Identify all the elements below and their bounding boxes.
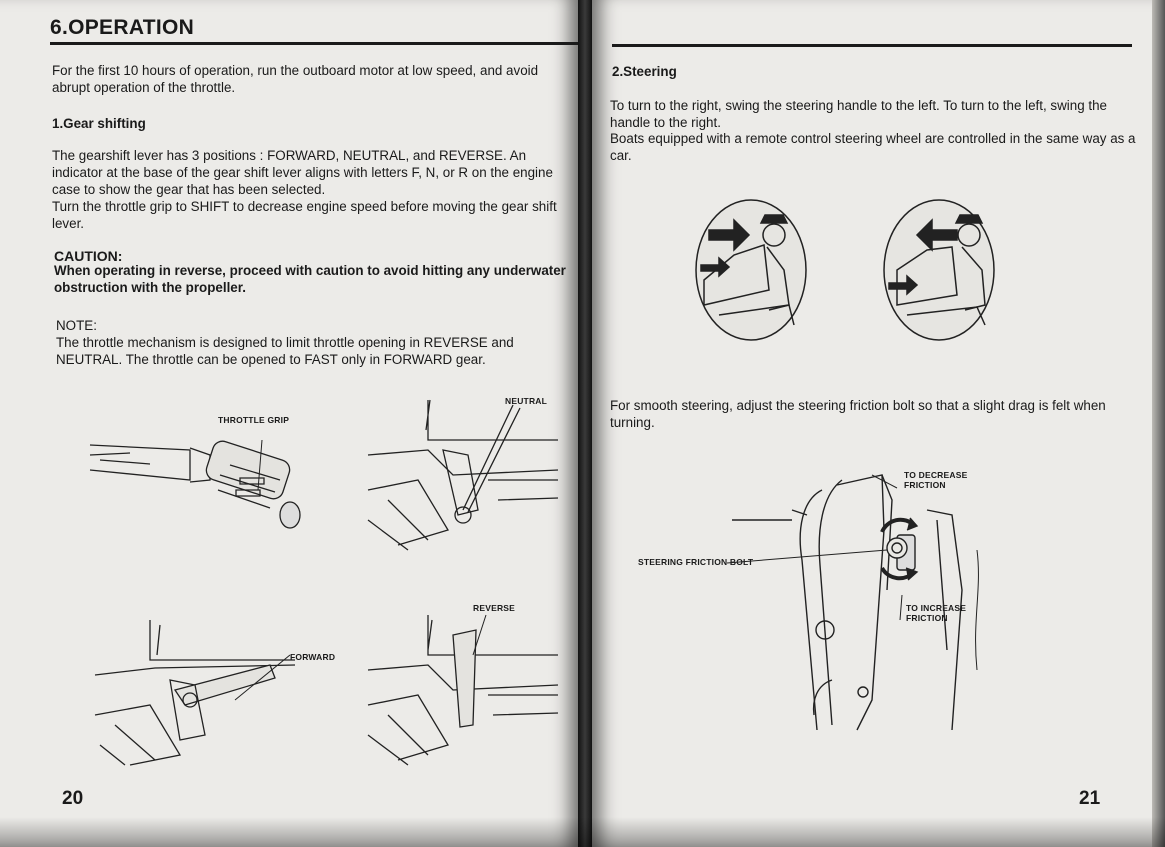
throttle-grip-label: THROTTLE GRIP: [218, 415, 290, 425]
section-title: 6.OPERATION: [50, 16, 195, 39]
top-rule: [612, 44, 1132, 47]
title-rule: [50, 42, 578, 45]
turn-right-illustration: [689, 195, 814, 345]
right-page: [592, 0, 1152, 847]
note-heading: NOTE:: [56, 318, 97, 333]
forward-illustration: [95, 620, 305, 765]
reverse-illustration: [368, 615, 568, 765]
page-edge: [1152, 0, 1165, 847]
neutral-illustration: [368, 400, 568, 550]
page-number-right: 21: [1079, 788, 1101, 809]
throttle-grip-illustration: [90, 420, 310, 540]
page-number-left: 20: [62, 788, 84, 809]
neutral-label: NEUTRAL: [505, 396, 548, 406]
forward-label: FORWARD: [290, 652, 336, 662]
turn-left-illustration: [877, 195, 1002, 345]
bottom-shadow: [0, 817, 1165, 847]
friction-bolt-label: STEERING FRICTION BOLT: [638, 557, 754, 567]
steering-paragraph-1: To turn to the right, swing the steering handle to the left. To turn to the left, swing the handle to the right.: [610, 98, 1107, 130]
caution-text: When operating in reverse, proceed with caution to avoid hitting any underwater obstruction with the propeller.: [54, 263, 566, 295]
gear-paragraph-2: Turn the throttle grip to SHIFT to decrease engine speed before moving the gear shift lever.: [52, 199, 557, 231]
left-page: [0, 0, 578, 847]
decrease-friction-label: TO DECREASE FRICTION: [904, 470, 968, 490]
friction-paragraph: For smooth steering, adjust the steering friction bolt so that a slight drag is felt when turning.: [610, 398, 1106, 430]
friction-bolt-illustration: [722, 470, 1012, 740]
steering-paragraph-2: Boats equipped with a remote control steering wheel are controlled in the same way as a car.: [610, 131, 1136, 163]
note-text: The throttle mechanism is designed to limit throttle opening in REVERSE and NEUTRAL. The throttle can be opened to FAST only in FORWARD gear.: [56, 335, 514, 367]
caution-heading: CAUTION:: [54, 248, 123, 264]
gear-shifting-heading: 1.Gear shifting: [52, 116, 146, 131]
intro-paragraph: For the first 10 hours of operation, run the outboard motor at low speed, and avoid abrupt operation of the throttle.: [52, 63, 539, 95]
steering-heading: 2.Steering: [612, 64, 677, 79]
reverse-label: REVERSE: [473, 603, 516, 613]
book-spine: [578, 0, 592, 847]
gear-paragraph-1: The gearshift lever has 3 positions : FORWARD, NEUTRAL, and REVERSE. An indicator at the base of the gear shift lever aligns with letters F, N, or R on the engine case to show the gear that has been selected.: [52, 148, 553, 197]
increase-friction-label: TO INCREASE FRICTION: [906, 603, 967, 623]
